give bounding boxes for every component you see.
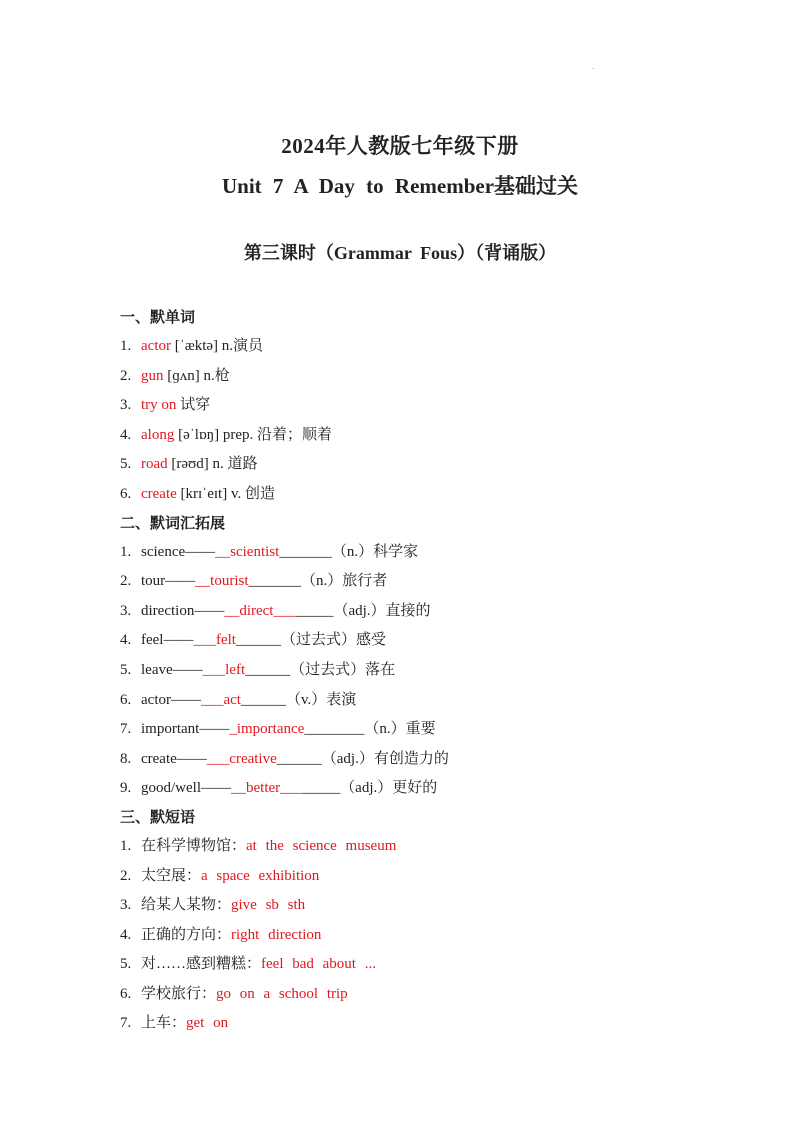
list-item (120, 480, 720, 510)
definition-text: [rəʊd] n. 道路 (167, 456, 258, 473)
part-of-speech-note: （v.）表演 (285, 691, 357, 708)
answer-text: __scientist (215, 543, 280, 560)
answer-text: at the science museum (246, 837, 397, 854)
list-item (120, 745, 720, 775)
list-item (120, 950, 720, 980)
list-item (120, 715, 720, 745)
list-item (120, 391, 720, 421)
list-item (120, 450, 720, 480)
phrase-list (120, 832, 720, 1039)
item-number: 6. (120, 691, 132, 708)
lesson-subtitle: 第三课时（Grammar Fous）（背诵版） (243, 243, 557, 263)
list-item (120, 362, 720, 392)
base-word: important—— (141, 721, 230, 738)
list-item (120, 862, 720, 892)
worksheet-content (120, 304, 720, 1039)
section-heading-phrases: 三、默短语 (120, 809, 196, 826)
part-of-speech-note: （n.）重要 (364, 721, 436, 738)
word-list (120, 332, 720, 510)
part-of-speech-note: （n.）科学家 (331, 543, 419, 560)
list-item (120, 891, 720, 921)
list-item (120, 774, 720, 804)
chinese-prompt: 太空展： (141, 867, 202, 884)
definition-text: [krɪˈeɪt] v. 创造 (176, 485, 275, 502)
answer-text: road (141, 456, 168, 473)
list-item (120, 567, 720, 597)
section-heading-words: 一、默单词 (120, 310, 196, 326)
chinese-prompt: 对……感到糟糕： (141, 956, 262, 973)
blank-line: ______ (245, 661, 291, 678)
part-of-speech-note: （adj.）更好的 (340, 780, 438, 797)
answer-text: ___creative (206, 750, 277, 767)
base-word: feel—— (141, 632, 194, 649)
item-number: 1. (120, 338, 132, 354)
item-number: 8. (120, 750, 132, 767)
answer-text: along (141, 426, 175, 443)
item-number: 4. (120, 426, 132, 443)
base-word: direction—— (141, 602, 225, 619)
chinese-prompt: 学校旅行： (141, 985, 217, 1002)
answer-text: feel bad about ... (261, 956, 376, 973)
definition-text: 试穿 (176, 397, 211, 414)
definition-text: [ɡʌn] n.枪 (163, 367, 230, 384)
item-number: 5. (120, 661, 132, 678)
blank-line: _____ (302, 780, 341, 797)
blank-line: _______ (248, 573, 302, 590)
blank-line: ______ (276, 750, 322, 767)
answer-text: give sb sth (231, 897, 306, 914)
list-item (120, 421, 720, 451)
base-word: create—— (141, 750, 207, 767)
answer-text: __better___ (231, 780, 303, 797)
item-number: 1. (120, 543, 132, 560)
chinese-prompt: 在科学博物馆： (141, 837, 247, 854)
chinese-prompt: 上车： (141, 1015, 187, 1032)
part-of-speech-note: （n.）旅行者 (301, 573, 388, 590)
item-number: 5. (120, 456, 132, 473)
part-of-speech-note: （adj.）有创造力的 (321, 750, 449, 767)
unit-title: Unit 7 A Day to Remember基础过关 (221, 174, 579, 198)
answer-text: ___act (200, 691, 241, 708)
answer-text: actor (141, 338, 171, 354)
item-number: 5. (120, 956, 132, 973)
answer-text: a space exhibition (201, 867, 320, 884)
list-item (120, 921, 720, 951)
item-number: 2. (120, 367, 132, 384)
list-item (120, 686, 720, 716)
word-form-list (120, 538, 720, 804)
item-number: 1. (120, 837, 132, 854)
list-item (120, 332, 720, 362)
answer-text: _importance (229, 721, 305, 738)
blank-line: ________ (304, 721, 365, 738)
item-number: 3. (120, 602, 132, 619)
blank-line: ______ (235, 632, 281, 649)
item-number: 2. (120, 573, 132, 590)
list-item (120, 626, 720, 656)
answer-text: __direct___ (224, 602, 296, 619)
answer-text: create (141, 485, 177, 502)
item-number: 7. (120, 1015, 132, 1032)
item-number: 2. (120, 867, 132, 884)
item-number: 6. (120, 485, 132, 502)
document-title: 2024年人教版七年级下册 (281, 134, 519, 158)
blank-line: _____ (295, 602, 334, 619)
list-item (120, 980, 720, 1010)
item-number: 3. (120, 897, 132, 914)
answer-text: right direction (231, 926, 322, 943)
list-item (120, 832, 720, 862)
section-heading-word-forms: 二、默词汇拓展 (120, 515, 226, 532)
part-of-speech-note: （过去式）落在 (290, 661, 396, 678)
part-of-speech-note: （过去式）感受 (280, 632, 386, 649)
chinese-prompt: 给某人某物： (141, 897, 232, 914)
answer-text: ___left (202, 661, 246, 678)
definition-text: [ˈæktə] n.演员 (170, 338, 264, 354)
base-word: science—— (141, 543, 216, 560)
part-of-speech-note: （adj.）直接的 (333, 602, 431, 619)
corner-mark: . (592, 62, 594, 71)
base-word: good/well—— (141, 780, 231, 797)
list-item (120, 597, 720, 627)
base-word: leave—— (141, 661, 203, 678)
answer-text: gun (141, 367, 164, 384)
answer-text: get on (186, 1015, 229, 1032)
blank-line: ______ (240, 691, 286, 708)
answer-text: __tourist (195, 573, 249, 590)
definition-text: [əˈlɒŋ] prep. 沿着；顺着 (174, 426, 333, 443)
chinese-prompt: 正确的方向： (141, 926, 232, 943)
list-item (120, 538, 720, 568)
item-number: 6. (120, 985, 132, 1002)
item-number: 4. (120, 632, 132, 649)
item-number: 4. (120, 926, 132, 943)
answer-text: try on (141, 397, 177, 414)
base-word: tour—— (141, 573, 196, 590)
item-number: 7. (120, 721, 132, 738)
base-word: actor—— (141, 691, 201, 708)
blank-line: _______ (279, 543, 332, 560)
item-number: 3. (120, 397, 132, 414)
answer-text: go on a school trip (216, 985, 348, 1002)
list-item (120, 1009, 720, 1039)
item-number: 9. (120, 780, 132, 797)
list-item (120, 656, 720, 686)
answer-text: ___felt (193, 632, 236, 649)
